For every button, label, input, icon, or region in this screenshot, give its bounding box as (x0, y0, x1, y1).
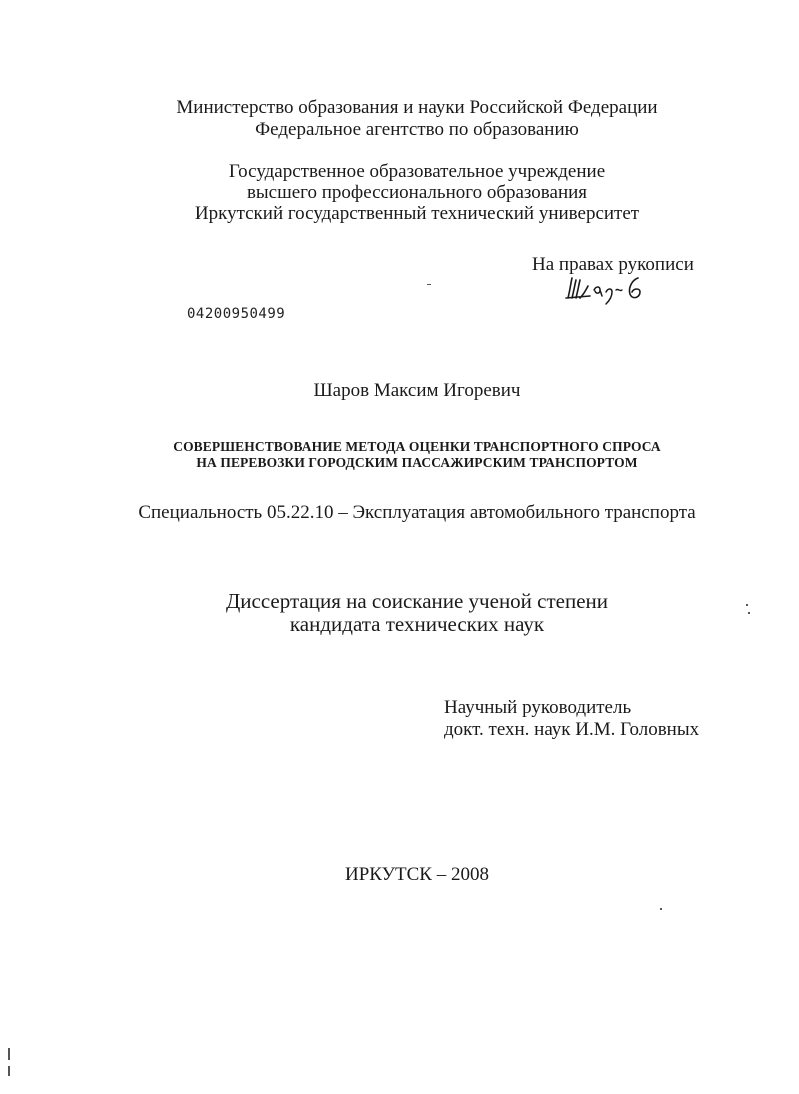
supervisor-name: докт. техн. наук И.М. Головных (444, 719, 700, 740)
scan-speck (427, 284, 431, 285)
scan-edge-mark (8, 1066, 10, 1076)
dissertation-title-line-1: СОВЕРШЕНСТВОВАНИЕ МЕТОДА ОЦЕНКИ ТРАНСПОРТНОГО СПРОСА (173, 439, 661, 454)
specialty-line: Специальность 05.22.10 – Эксплуатация автомобильного транспорта (138, 502, 696, 523)
institution-line-1: Государственное образовательное учреждение (228, 161, 606, 182)
handwritten-signature (562, 272, 652, 308)
agency-line: Федеральное агентство по образованию (255, 119, 579, 140)
scan-speck (748, 612, 750, 614)
degree-line-1: Диссертация на соискание ученой степени (225, 589, 609, 613)
author-name: Шаров Максим Игоревич (313, 380, 521, 401)
manuscript-rights-label: На правах рукописи (532, 254, 694, 275)
institution-line-3: Иркутский государственный технический университет (194, 203, 640, 224)
ministry-line: Министерство образования и науки Российской Федерации (176, 97, 658, 118)
institution-line-2: высшего профессионального образования (246, 182, 588, 203)
scan-speck (660, 908, 662, 910)
place-year: ИРКУТСК – 2008 (345, 864, 489, 885)
dissertation-title-line-2: НА ПЕРЕВОЗКИ ГОРОДСКИМ ПАССАЖИРСКИМ ТРАНСПОРТОМ (196, 455, 638, 470)
degree-line-2: кандидата технических наук (289, 612, 545, 636)
scan-edge-mark (8, 1048, 10, 1060)
supervisor-label: Научный руководитель (444, 697, 632, 718)
scan-speck (746, 604, 748, 606)
inventory-number-stamp: 04200950499 (187, 306, 286, 322)
